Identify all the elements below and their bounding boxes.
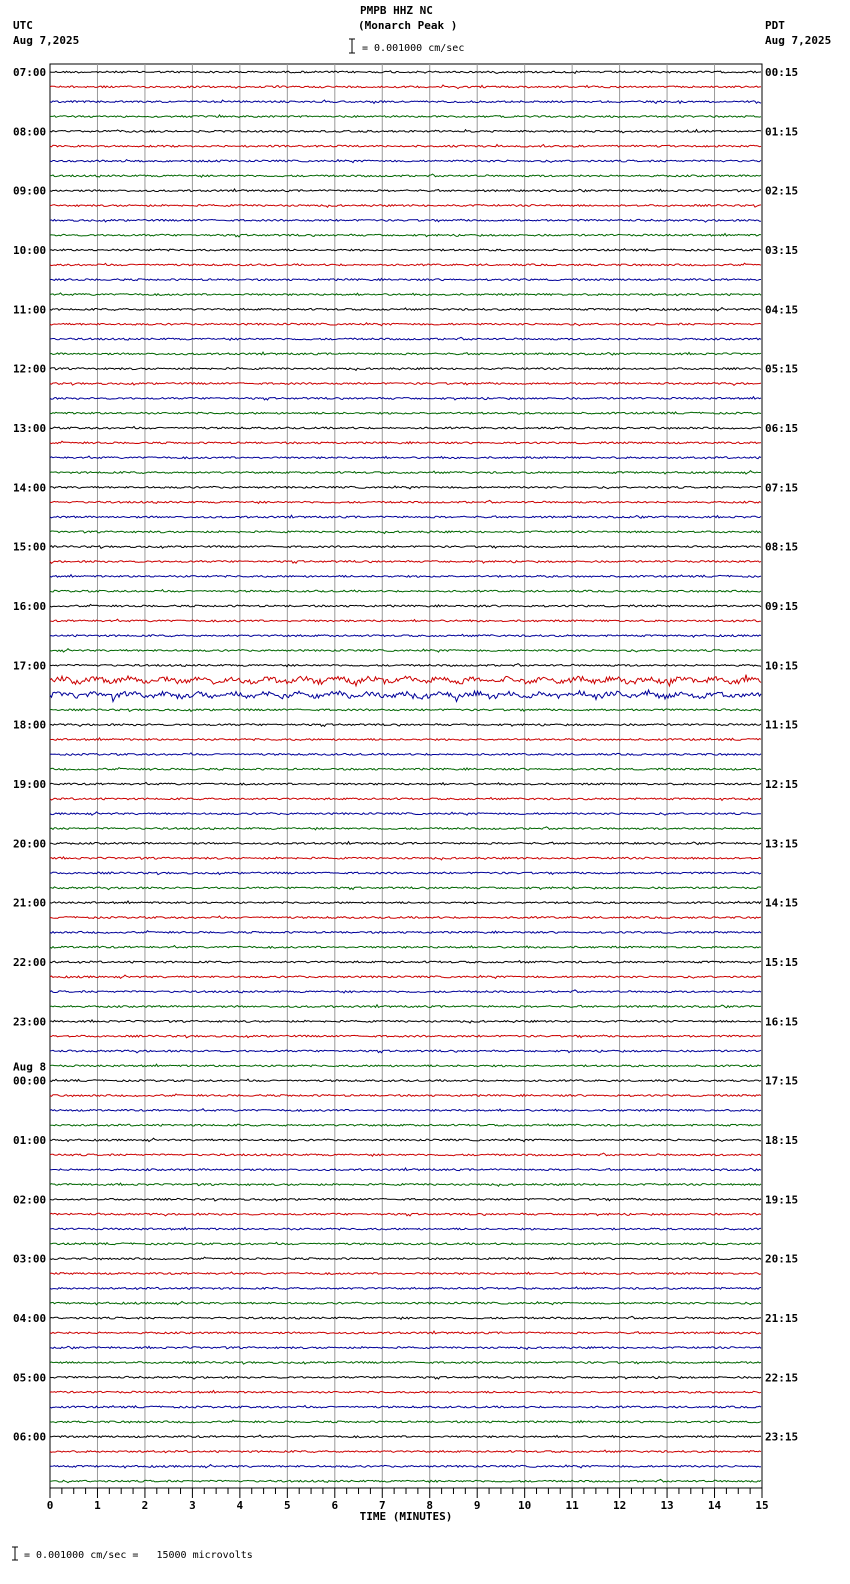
seismic-trace: [50, 901, 761, 904]
seismic-trace: [50, 1035, 761, 1038]
footer-scale-note: = 0.001000 cm/sec = 15000 microvolts: [24, 1550, 253, 1561]
seismic-trace: [50, 1168, 761, 1171]
x-tick-label: 3: [189, 1499, 196, 1512]
seismic-trace: [50, 931, 761, 934]
seismic-trace: [50, 293, 761, 296]
x-tick-label: 12: [612, 1499, 627, 1512]
seismic-trace: [50, 1213, 761, 1216]
date-change-label: Aug 8: [13, 1060, 47, 1074]
seismic-trace: [50, 486, 761, 489]
seismic-trace: [50, 1064, 761, 1067]
seismic-trace: [50, 561, 761, 564]
utc-hour-label: 16:00: [13, 600, 47, 613]
seismic-trace: [50, 100, 761, 103]
seismic-trace: [50, 619, 761, 622]
seismic-trace: [50, 1124, 761, 1127]
x-tick-label: 15: [755, 1499, 769, 1512]
seismic-trace: [50, 546, 761, 549]
x-tick-label: 13: [660, 1499, 674, 1512]
seismic-trace: [50, 1005, 761, 1008]
pdt-hour-label: 07:15: [765, 481, 799, 495]
pdt-hour-label: 08:15: [765, 540, 799, 554]
utc-hour-label: 01:00: [13, 1134, 47, 1147]
x-tick-label: 10: [518, 1499, 532, 1512]
seismic-trace: [50, 738, 761, 741]
utc-hour-label: 09:00: [13, 184, 47, 198]
pdt-hour-label: 14:15: [765, 896, 799, 910]
pdt-hour-label: 01:15: [765, 125, 799, 139]
seismic-trace: [50, 887, 761, 890]
pdt-hour-label: 21:15: [765, 1312, 799, 1325]
seismic-trace: [50, 827, 761, 830]
utc-hour-label: 19:00: [13, 778, 47, 791]
utc-hour-label: 04:00: [13, 1312, 47, 1325]
seismic-trace: [50, 649, 761, 652]
seismic-trace: [50, 709, 761, 712]
seismic-trace: [50, 337, 761, 340]
utc-hour-label: 15:00: [13, 540, 47, 554]
seismic-trace: [50, 427, 761, 430]
x-tick-label: 11: [565, 1499, 579, 1512]
seismic-trace: [50, 130, 761, 133]
seismic-trace: [50, 1079, 761, 1082]
pdt-hour-label: 15:15: [765, 956, 799, 969]
seismic-trace: [50, 916, 761, 919]
x-tick-label: 2: [141, 1499, 149, 1512]
seismic-trace: [50, 990, 761, 993]
seismic-trace: [50, 263, 761, 266]
utc-hour-label: 17:00: [13, 659, 47, 673]
utc-hour-label: 05:00: [13, 1371, 47, 1385]
pdt-hour-label: 23:15: [765, 1430, 799, 1444]
seismic-trace: [50, 471, 761, 474]
pdt-hour-label: 05:15: [765, 362, 799, 376]
utc-hour-label: 13:00: [13, 422, 47, 435]
utc-hour-label: 22:00: [13, 956, 47, 969]
seismic-trace: [50, 1227, 761, 1230]
utc-hour-label: 06:00: [13, 1430, 47, 1444]
pdt-timezone-label: PDT: [765, 19, 785, 32]
seismic-trace: [50, 1361, 761, 1364]
seismic-trace: [50, 1050, 761, 1053]
seismic-trace: [50, 872, 761, 875]
seismic-trace: [50, 1465, 761, 1468]
pdt-hour-label: 11:15: [765, 718, 799, 732]
seismic-trace: [50, 205, 761, 208]
x-tick-label: 4: [236, 1499, 244, 1512]
seismic-trace: [50, 782, 761, 785]
seismic-trace: [50, 456, 761, 459]
seismic-trace: [50, 1391, 761, 1394]
seismic-trace: [50, 412, 761, 414]
utc-hour-label: 07:00: [13, 66, 47, 79]
seismic-trace: [50, 500, 761, 503]
seismic-trace: [50, 1331, 761, 1334]
pdt-hour-label: 10:15: [765, 659, 799, 673]
seismic-trace: [50, 604, 761, 607]
seismic-trace: [50, 323, 761, 326]
seismic-trace: [50, 812, 761, 815]
seismic-trace: [50, 145, 761, 148]
utc-hour-label: 03:00: [13, 1252, 47, 1266]
station-subtitle: (Monarch Peak ): [358, 19, 458, 32]
seismic-trace: [50, 1094, 761, 1097]
utc-hour-label: 02:00: [13, 1193, 47, 1207]
utc-hour-label: 14:00: [13, 481, 47, 495]
seismic-trace: [50, 515, 761, 518]
seismic-trace: [50, 1138, 761, 1141]
seismic-trace: [50, 1376, 761, 1379]
seismic-trace: [50, 1153, 761, 1156]
seismic-trace: [50, 1287, 761, 1290]
pdt-hour-label: 19:15: [765, 1193, 799, 1207]
seismic-trace: [50, 368, 761, 371]
x-tick-label: 6: [331, 1499, 339, 1512]
seismic-trace: [50, 1242, 761, 1244]
pdt-date-label: Aug 7,2025: [765, 34, 832, 47]
seismic-trace: [50, 946, 761, 949]
x-tick-label: 5: [284, 1499, 291, 1512]
x-tick-label: 8: [426, 1499, 434, 1512]
seismic-trace: [50, 724, 761, 727]
utc-hour-label: 23:00: [13, 1015, 47, 1029]
seismic-trace: [50, 842, 761, 845]
seismic-trace: [50, 234, 761, 237]
seismic-trace: [50, 1479, 761, 1482]
seismic-trace: [50, 590, 761, 593]
pdt-hour-label: 20:15: [765, 1252, 799, 1266]
utc-hour-label: 11:00: [13, 303, 47, 317]
pdt-hour-label: 04:15: [765, 303, 799, 317]
seismic-trace: [50, 975, 761, 978]
seismic-trace: [50, 531, 761, 534]
utc-date-label: Aug 7,2025: [13, 34, 80, 47]
utc-hour-label: 00:00: [13, 1074, 47, 1088]
seismic-trace: [50, 397, 761, 400]
utc-hour-label: 21:00: [13, 896, 47, 910]
pdt-hour-label: 13:15: [765, 837, 799, 851]
seismic-trace: [50, 174, 761, 177]
pdt-hour-label: 16:15: [765, 1015, 799, 1029]
seismic-trace: [50, 308, 761, 311]
seismic-trace: [50, 352, 761, 355]
seismic-trace: [50, 1406, 761, 1408]
utc-hour-label: 18:00: [13, 718, 47, 732]
seismic-trace: [50, 753, 761, 756]
seismic-trace: [50, 249, 761, 251]
seismic-trace: [50, 961, 761, 964]
seismic-trace: [50, 1183, 761, 1186]
seismic-trace: [50, 664, 761, 667]
x-tick-label: 9: [473, 1499, 481, 1512]
seismic-trace: [50, 575, 761, 578]
utc-timezone-label: UTC: [13, 19, 33, 32]
x-tick-label: 7: [378, 1499, 386, 1512]
seismic-trace: [50, 690, 761, 702]
seismic-trace: [50, 160, 761, 163]
seismic-trace: [50, 1272, 761, 1275]
seismic-trace: [50, 634, 761, 637]
x-axis-label: TIME (MINUTES): [359, 1510, 453, 1523]
seismic-trace: [50, 1301, 761, 1304]
utc-hour-label: 12:00: [13, 362, 47, 376]
seismic-trace: [50, 115, 761, 118]
seismic-trace: [50, 1450, 761, 1453]
seismic-trace: [50, 1346, 761, 1349]
seismic-trace: [50, 1109, 761, 1112]
pdt-hour-label: 22:15: [765, 1371, 799, 1385]
pdt-hour-label: 09:15: [765, 600, 799, 613]
pdt-hour-label: 03:15: [765, 244, 799, 257]
x-tick-label: 0: [46, 1499, 54, 1512]
seismic-trace: [50, 798, 761, 801]
seismic-trace: [50, 675, 761, 686]
utc-hour-label: 08:00: [13, 125, 47, 139]
seismic-trace: [50, 382, 761, 385]
utc-hour-label: 20:00: [13, 837, 47, 851]
seismic-trace: [50, 857, 761, 860]
seismic-trace: [50, 189, 761, 192]
pdt-hour-label: 12:15: [765, 778, 799, 791]
seismic-trace: [50, 1435, 761, 1438]
pdt-hour-label: 17:15: [765, 1074, 799, 1088]
pdt-hour-label: 00:15: [765, 66, 799, 79]
seismic-trace: [50, 1198, 761, 1201]
seismic-trace: [50, 441, 761, 444]
seismic-trace: [50, 1420, 761, 1423]
pdt-hour-label: 02:15: [765, 184, 799, 198]
scale-label: = 0.001000 cm/sec: [362, 43, 465, 54]
seismic-trace: [50, 279, 761, 281]
seismic-trace: [50, 1257, 761, 1260]
seismic-trace: [50, 768, 761, 771]
seismic-trace: [50, 219, 761, 222]
seismic-trace: [50, 71, 761, 74]
pdt-hour-label: 18:15: [765, 1134, 799, 1147]
utc-hour-label: 10:00: [13, 244, 47, 257]
seismic-trace: [50, 85, 761, 89]
seismic-trace: [50, 1316, 761, 1319]
station-title: PMPB HHZ NC: [360, 4, 433, 17]
seismic-trace: [50, 1020, 761, 1023]
x-tick-label: 14: [707, 1499, 722, 1512]
x-tick-label: 1: [94, 1499, 101, 1512]
pdt-hour-label: 06:15: [765, 422, 799, 435]
